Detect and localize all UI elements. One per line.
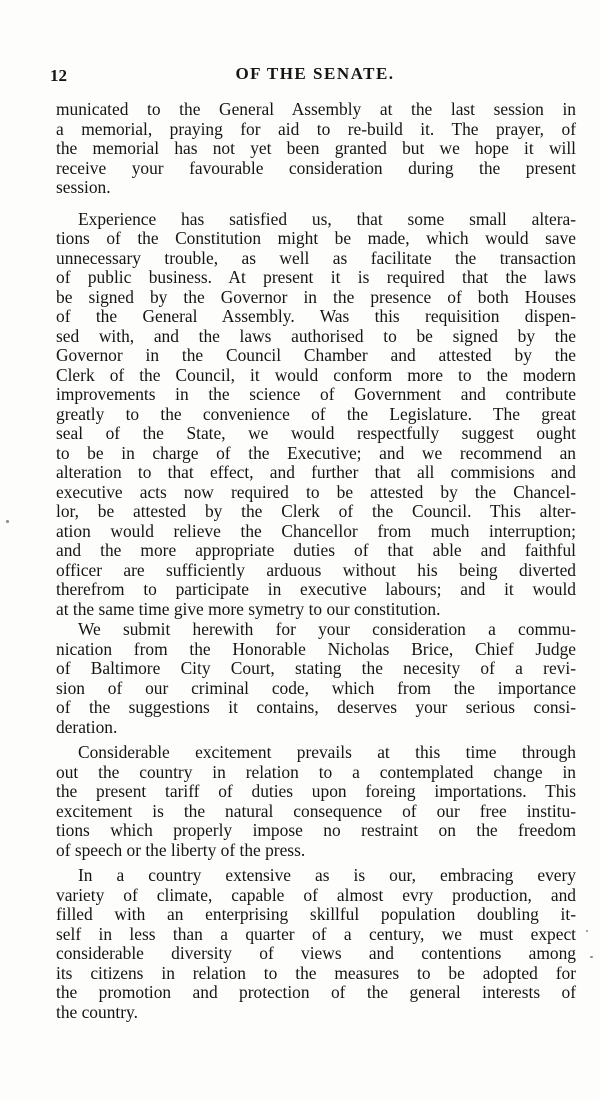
text-line: a memorial, praying for aid to re-build it. The prayer, of	[56, 118, 576, 139]
text-line: receive your favourable consideration during the present	[56, 157, 576, 178]
ink-speck	[6, 520, 9, 523]
text-line: variety of climate, capable of almost evry production, and	[56, 884, 576, 905]
text-line: seal of the State, we would respectfully suggest ought	[56, 423, 576, 443]
text-line: tions which properly impose no restraint on the freedom	[56, 820, 576, 840]
ink-speck	[586, 930, 588, 932]
text-line: considerable diversity of views and contentions among	[56, 943, 576, 963]
text-line: sion of our criminal code, which from the importance	[56, 677, 576, 698]
text-line: nication from the Honorable Nicholas Brice, Chief Judge	[56, 638, 576, 659]
text-line: its citizens in relation to the measures to be adopted for	[56, 962, 576, 983]
paragraph-memorial	[56, 100, 576, 198]
text-line: therefrom to participate in executive labours; and it would	[56, 579, 576, 599]
text-line: the present tariff of duties upon foreing importations. This	[56, 781, 576, 801]
paragraph-diversity	[56, 866, 576, 1022]
text-line: Considerable excitement prevails at this time through	[78, 742, 576, 762]
text-line: officer are sufficiently arduous without his being diverted	[56, 559, 576, 580]
text-line: of speech or the liberty of the press.	[56, 839, 306, 860]
text-line: self in less than a quarter of a century, we must expect	[56, 923, 576, 944]
text-line: deration.	[56, 716, 118, 737]
paragraph-constitution	[56, 210, 576, 620]
text-line: lor, be attested by the Clerk of the Council. This alter-	[56, 501, 576, 521]
text-line: Governor in the Council Chamber and attested by the	[56, 345, 576, 365]
text-line: Clerk of the Council, it would conform more to the modern	[56, 364, 576, 385]
text-line: We submit herewith for your consideration a commu-	[78, 619, 576, 639]
paragraph-tariff	[56, 743, 576, 860]
paragraph-criminal-code	[56, 620, 576, 737]
text-line: unnecessary trouble, as well as facilitate the transaction	[56, 247, 576, 268]
text-line: excitement is the natural consequence of our free institu-	[56, 800, 576, 821]
text-line: municated to the General Assembly at the last session in	[56, 99, 576, 119]
text-line: filled with an enterprising skillful population doubling it-	[56, 904, 576, 924]
text-line: out the country in relation to a contemplated change in	[56, 761, 576, 782]
text-line: improvements in the science of Government and contribute	[56, 384, 576, 404]
text-line: of the General Assembly. Was this requisition dispen-	[56, 306, 576, 326]
text-line: and the more appropriate duties of that able and faithful	[56, 540, 576, 560]
text-line: Experience has satisfied us, that some small altera-	[78, 208, 576, 229]
text-line: be signed by the Governor in the presence of both Houses	[56, 286, 576, 307]
page-number: 12	[50, 66, 67, 85]
text-line: the country.	[56, 1001, 138, 1022]
text-line: alteration to that effect, and further that all commisions and	[56, 462, 576, 482]
running-head: OF THE SENATE.	[235, 64, 395, 83]
text-line: at the same time give more symetry to our constitution.	[56, 598, 441, 619]
text-line: of Baltimore City Court, stating the necesity of a revi-	[56, 658, 576, 678]
text-line: sed with, and the laws authorised to be signed by the	[56, 325, 576, 346]
text-line: to be in charge of the Executive; and we recommend an	[56, 442, 576, 463]
text-line: In a country extensive as is our, embracing every	[78, 865, 576, 885]
text-line: the promotion and protection of the general interests of	[56, 982, 576, 1002]
page-header	[50, 62, 580, 92]
text-line: greatly to the convenience of the Legislature. The great	[56, 403, 576, 424]
text-line: ation would relieve the Chancellor from much interruption;	[56, 520, 576, 541]
text-line: of public business. At present it is required that the laws	[56, 267, 576, 287]
text-line: executive acts now required to be attested by the Chancel-	[56, 481, 576, 502]
text-line: of the suggestions it contains, deserves your serious consi-	[56, 697, 576, 717]
text-line: the memorial has not yet been granted but we hope it will	[56, 138, 576, 158]
body-text	[56, 100, 576, 1031]
text-line: tions of the Constitution might be made, which would save	[56, 228, 576, 248]
ink-speck	[590, 956, 593, 958]
text-line: session.	[56, 177, 111, 197]
